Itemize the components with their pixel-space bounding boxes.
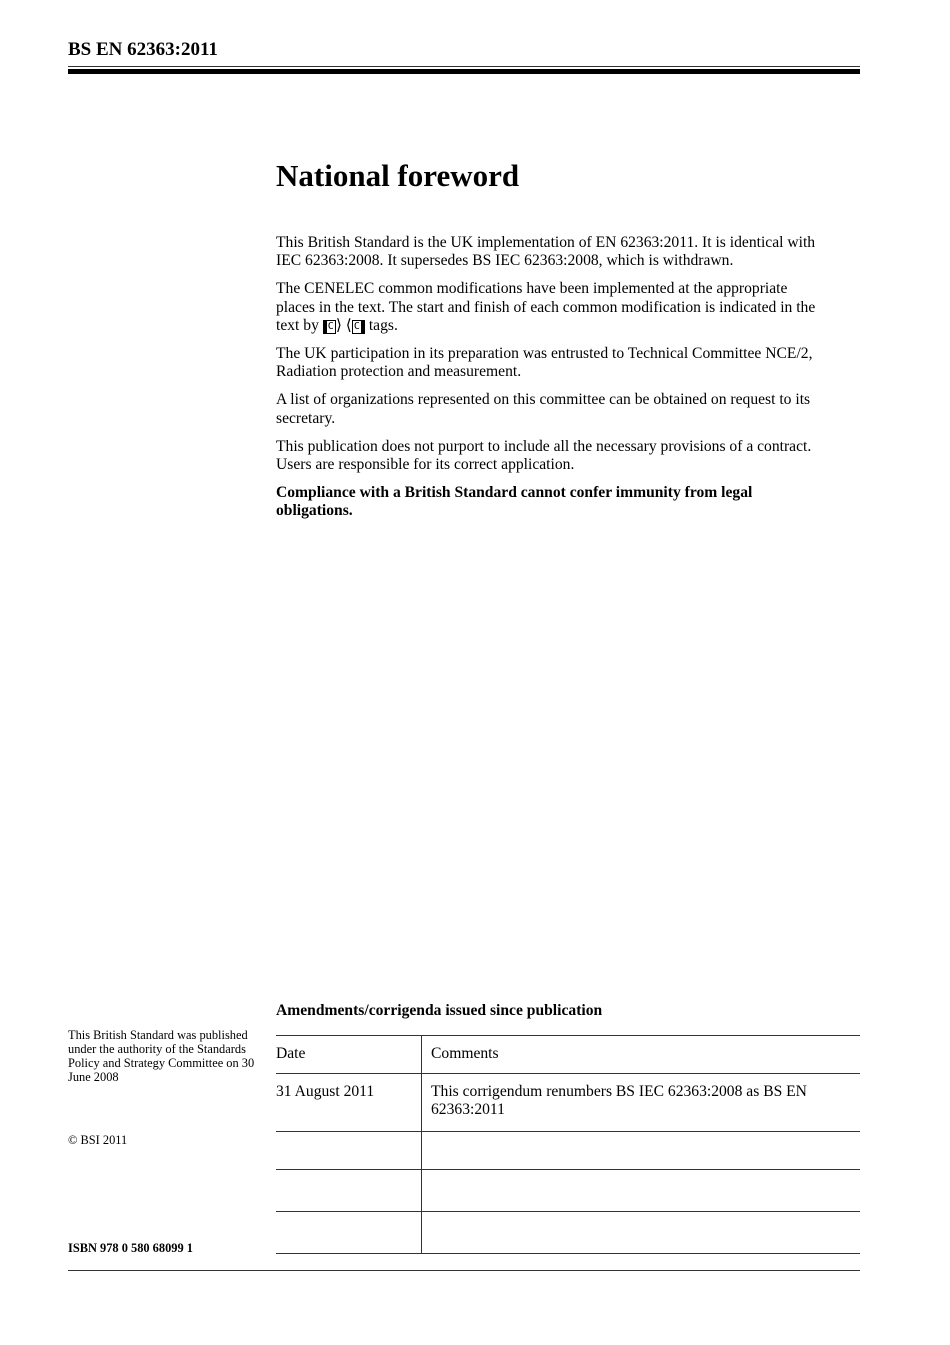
foreword-body [276,234,821,530]
column-header-comments: Comments [431,1045,499,1062]
table-rule [276,1035,860,1036]
header-thin-rule [68,66,860,67]
column-header-date: Date [276,1045,306,1062]
paragraph-text: The CENELEC common modifications have been implemented at the appropriate places in the text. The start and finish of each common modification is indicated in the text by [276,280,816,335]
table-rule [276,1253,860,1254]
header-thick-rule [68,69,860,74]
paragraph-text: tags. [368,317,398,335]
paragraph: This publication does not purport to include all the necessary provisions of a contract. Users are responsible for its correct application. [276,437,812,474]
table-column-divider [421,1035,422,1253]
modification-start-tag-icon: C [323,320,336,334]
table-rule [276,1131,860,1132]
publication-note: This British Standard was published under the authority of the Standards Policy and Strategy Committee on 30 June 2008 [68,1028,255,1084]
modification-end-tag-icon: C [352,320,365,334]
paragraph: The CENELEC common modifications have been implemented at the appropriate places in the text. The start and finish of each common modification is indicated in the text by C ⟩ ⟨ C tags. [276,280,816,335]
isbn: ISBN 978 0 580 68099 1 [68,1241,193,1255]
table-rule [276,1211,860,1212]
table-rule [276,1169,860,1170]
page-title: National foreword [276,158,520,193]
table-cell-date: 31 August 2011 [276,1083,375,1100]
copyright: © BSI 2011 [68,1133,128,1147]
document-id-header: BS EN 62363:2011 [68,39,218,60]
paragraph: The UK participation in its preparation was entrusted to Technical Committee NCE/2, Radiation protection and measurement. [276,345,813,381]
paragraph: A list of organizations represented on this committee can be obtained on request to its secretary. [276,391,811,427]
amendments-heading: Amendments/corrigenda issued since publication [276,1002,603,1019]
paragraph: This British Standard is the UK implementation of EN 62363:2011. It is identical with IEC 62363:2008. It supersedes BS IEC 62363:2008, which is withdrawn. [276,234,816,270]
footer-rule [68,1270,860,1271]
compliance-statement: Compliance with a British Standard cannot confer immunity from legal obligations. [276,483,753,520]
table-rule [276,1073,860,1074]
table-cell-comment: This corrigendum renumbers BS IEC 62363:2008 as BS EN 62363:2011 [431,1083,807,1119]
